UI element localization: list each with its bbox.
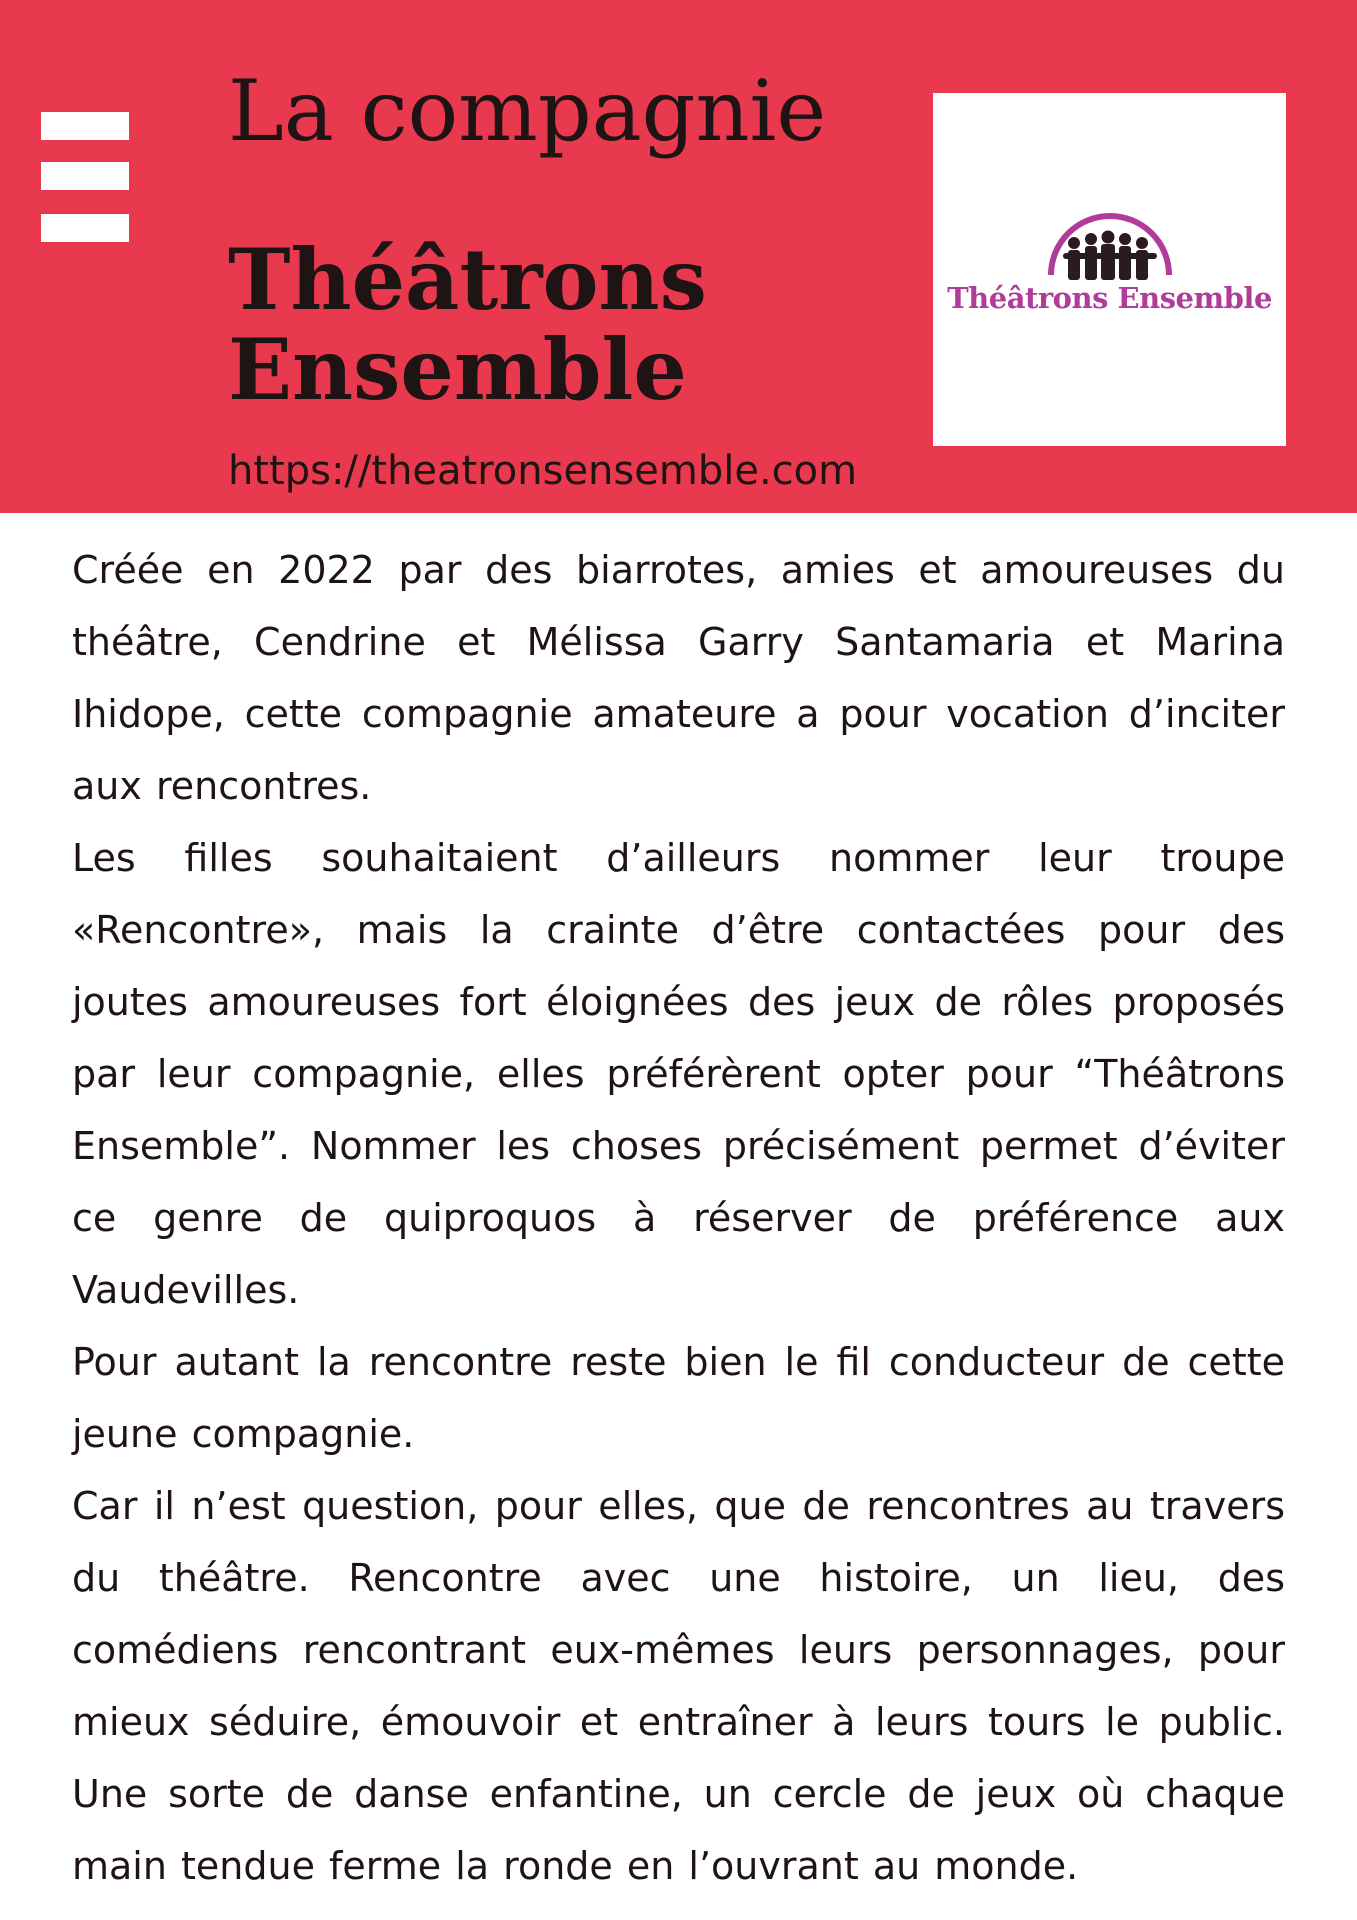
paragraph: Car il n’est question, pour elles, que de rencontres au travers du théâtre. Rencontre avec une histoire, un lieu, des comédiens rencontrant eux-mêmes leurs personnages, pour mieux séduire, émouvoir et entraîner à leurs tours le public. Une sorte de danse enfantine, un cercle de jeux où chaque main tendue ferme la ronde en l’ouvrant au monde. — [72, 1484, 1285, 1888]
page-title-line-2: Théâtrons — [228, 230, 707, 329]
main-content — [72, 534, 1285, 1902]
hamburger-menu-icon[interactable] — [41, 112, 129, 244]
page-title-line-3: Ensemble — [228, 320, 687, 419]
menu-bar — [41, 162, 129, 190]
header-banner — [0, 0, 1357, 513]
menu-bar — [41, 112, 129, 140]
paragraph: Pour autant la rencontre reste bien le fil conducteur de cette jeune compagnie. — [72, 1340, 1285, 1456]
troupe-silhouette-icon — [933, 93, 1286, 446]
paragraph: Créée en 2022 par des biarrotes, amies et amoureuses du théâtre, Cendrine et Mélissa Garry Santamaria et Marina Ihidope, cette compagnie amateure a pour vocation d’inciter aux rencontres. — [72, 548, 1285, 808]
page-title-line-1: La compagnie — [228, 62, 827, 160]
website-link[interactable]: https://theatronsensemble.com — [228, 448, 858, 494]
paragraph: Les filles souhaitaient d’ailleurs nommer leur troupe «Rencontre», mais la crainte d’être contactées pour des joutes amoureuses fort éloignées des jeux de rôles proposés par leur compagnie, elles préférèrent opter pour “Théâtrons Ensemble”. Nommer les choses précisément permet d’éviter ce genre de quiproquos à réserver de préférence aux Vaudevilles. — [72, 836, 1285, 1312]
company-logo — [933, 93, 1286, 446]
menu-bar — [41, 214, 129, 242]
logo-wordmark: Théâtrons Ensemble — [947, 281, 1272, 315]
